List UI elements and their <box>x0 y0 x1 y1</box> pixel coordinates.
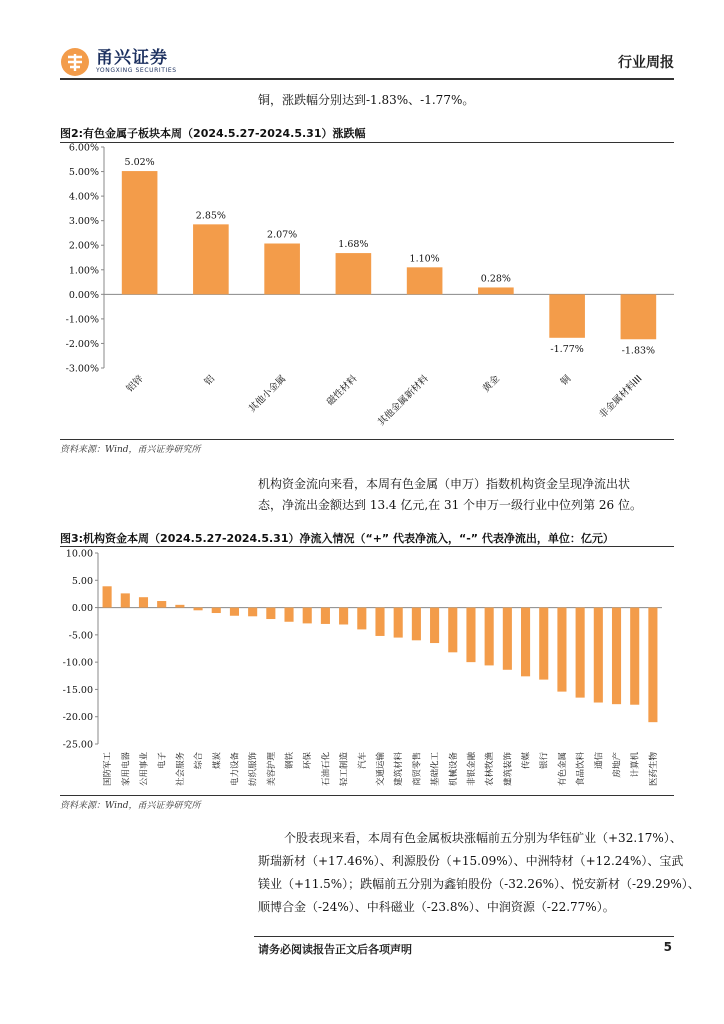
category-label: 其他金属新材料 <box>375 373 431 429</box>
bar <box>394 608 403 638</box>
y-tick-label: 4.00% <box>68 191 99 203</box>
y-tick-label: -15.00 <box>62 684 93 696</box>
bar <box>594 608 603 703</box>
category-label: 纺织服饰 <box>248 752 259 787</box>
category-label: 铜 <box>558 373 574 388</box>
category-label: 农林牧渔 <box>485 752 496 787</box>
bar <box>407 267 443 294</box>
category-label: 国防军工 <box>103 752 114 787</box>
bar <box>175 605 184 608</box>
bar <box>321 608 330 624</box>
category-label: 铝 <box>202 373 217 388</box>
logo-icon <box>60 47 90 77</box>
subsector-return-chart <box>60 143 674 438</box>
footer-disclaimer: 请务必阅读报告正文后各项声明 <box>258 943 412 956</box>
category-label: 汽车 <box>357 752 368 770</box>
bar <box>230 608 239 616</box>
fund-flow-paragraph-line-2: 态，净流出金额达到 13.4 亿元,在 31 个申万一级行业中位列第 26 位。 <box>258 498 642 512</box>
category-label: 通信 <box>594 752 605 770</box>
y-tick-label: 1.00% <box>68 265 99 277</box>
y-tick-label: 0.00 <box>71 603 93 615</box>
figure3-title: 图3:机构资金本周（2024.5.27-2024.5.31）净流入情况（“+” 代表净流入，“-” 代表净流出，单位：亿元） <box>60 532 614 545</box>
figure2-bottom-rule <box>60 439 674 440</box>
bar <box>557 608 566 692</box>
bar-value-label: 1.10% <box>409 253 440 265</box>
bar <box>412 608 421 641</box>
bar <box>266 608 275 619</box>
institutional-fund-flow-chart <box>60 547 674 794</box>
company-logo <box>60 46 177 78</box>
bar <box>539 608 548 680</box>
header-divider <box>60 78 674 80</box>
bar <box>248 608 257 617</box>
footer-divider <box>254 936 674 937</box>
figure2-source: 资料来源：Wind，甬兴证券研究所 <box>60 445 201 455</box>
bar <box>212 608 221 613</box>
category-label: 综合 <box>194 752 205 770</box>
bar <box>194 608 203 611</box>
category-label: 轻工制造 <box>339 752 350 787</box>
bar-value-label: 0.28% <box>480 273 511 285</box>
bar <box>339 608 348 625</box>
bar <box>549 294 585 337</box>
category-label: 电力设备 <box>230 752 241 787</box>
stocks-paragraph-line-3: 镁业（+11.5%）；跌幅前五分别为鑫铂股份（-32.26%）、悦安新材（-29.29%）、 <box>258 877 700 891</box>
y-tick-label: -1.00% <box>65 314 99 326</box>
y-tick-label: -20.00 <box>62 712 93 724</box>
bar <box>648 608 657 723</box>
bar-value-label: 2.07% <box>267 229 298 241</box>
stocks-paragraph-line-1: 个股表现来看，本周有色金属板块涨幅前五分别为华钰矿业（+32.17%）、 <box>284 831 682 845</box>
category-label: 非金属材料III <box>597 373 645 421</box>
bar <box>336 253 372 294</box>
logo-name: 甬兴证券 <box>96 48 168 68</box>
bar-value-label: 2.85% <box>195 210 226 222</box>
report-type: 行业周报 <box>618 55 674 71</box>
bar <box>503 608 512 670</box>
bar <box>303 608 312 624</box>
stocks-paragraph-line-4: 顺博合金（-24%）、中科磁业（-23.8%）、中润资源（-22.77%）。 <box>258 900 615 914</box>
figure2-title: 图2:有色金属子板块本周（2024.5.27-2024.5.31）涨跌幅 <box>60 127 366 140</box>
bar <box>576 608 585 698</box>
y-tick-label: 10.00 <box>65 548 93 560</box>
bar <box>357 608 366 630</box>
y-tick-label: 5.00% <box>68 167 99 179</box>
bar <box>430 608 439 643</box>
bar <box>103 586 112 607</box>
category-label: 传媒 <box>521 752 532 770</box>
y-tick-label: -3.00% <box>65 363 99 375</box>
y-tick-label: 2.00% <box>68 240 99 252</box>
category-label: 非银金融 <box>466 752 477 787</box>
category-label: 其他小金属 <box>246 373 289 415</box>
bar <box>466 608 475 663</box>
y-tick-label: 6.00% <box>68 143 99 154</box>
category-label: 医药生物 <box>648 752 659 787</box>
y-tick-label: 0.00% <box>68 289 99 301</box>
category-label: 铝锌 <box>124 373 146 395</box>
category-label: 银行 <box>539 752 550 770</box>
category-label: 公用事业 <box>139 752 150 787</box>
bar-value-label: 1.68% <box>338 239 369 251</box>
bar <box>612 608 621 705</box>
category-label: 黄金 <box>480 373 502 395</box>
bar <box>121 593 130 607</box>
category-label: 商贸零售 <box>412 752 423 787</box>
y-tick-label: -2.00% <box>65 338 99 350</box>
category-label: 电子 <box>157 752 168 770</box>
bar <box>485 608 494 666</box>
category-label: 有色金属 <box>557 752 568 787</box>
y-tick-label: 3.00% <box>68 216 99 228</box>
category-label: 环保 <box>303 752 314 770</box>
bar <box>375 608 384 636</box>
y-tick-label: -5.00 <box>68 630 93 642</box>
stocks-paragraph-line-2: 斯瑞新材（+17.46%）、利源股份（+15.09%）、中洲特材（+12.24%）、宝武 <box>258 854 684 868</box>
category-label: 社会服务 <box>175 752 186 787</box>
logo-english-name: YONGXING SECURITIES <box>96 67 177 74</box>
bar <box>284 608 293 622</box>
bar <box>448 608 457 653</box>
page-number: 5 <box>663 940 672 954</box>
category-label: 钢铁 <box>285 752 296 770</box>
category-label: 计算机 <box>630 752 641 778</box>
category-label: 建筑材料 <box>394 752 405 787</box>
y-tick-label: -25.00 <box>62 739 93 751</box>
bar-value-label: 5.02% <box>124 157 155 169</box>
category-label: 交通运输 <box>376 752 386 787</box>
bar <box>630 608 639 705</box>
bar <box>264 244 300 295</box>
bar <box>122 171 158 294</box>
category-label: 基础化工 <box>430 752 441 787</box>
figure3-bottom-rule <box>60 795 674 796</box>
bar-value-label: -1.77% <box>550 343 584 355</box>
category-label: 房地产 <box>612 752 623 778</box>
bar <box>478 287 514 294</box>
figure3-source: 资料来源：Wind，甬兴证券研究所 <box>60 801 201 811</box>
bar <box>621 294 657 339</box>
category-label: 机械设备 <box>448 752 459 787</box>
category-label: 煤炭 <box>212 752 223 770</box>
category-label: 家用电器 <box>121 752 132 787</box>
intro-line: 铜，涨跌幅分别达到-1.83%、-1.77%。 <box>258 93 475 107</box>
bar <box>139 597 148 607</box>
y-tick-label: 5.00 <box>71 575 93 587</box>
bar-value-label: -1.83% <box>621 345 656 357</box>
y-tick-label: -10.00 <box>62 657 93 669</box>
category-label: 美容护理 <box>266 752 277 787</box>
category-label: 磁性材料 <box>324 373 360 409</box>
bar <box>521 608 530 677</box>
page-header <box>60 46 674 78</box>
bar <box>193 224 229 294</box>
category-label: 建筑装饰 <box>503 752 514 787</box>
bar <box>157 601 166 608</box>
fund-flow-paragraph-line-1: 机构资金流向来看，本周有色金属（申万）指数机构资金呈现净流出状 <box>258 477 631 491</box>
category-label: 食品饮料 <box>576 752 587 787</box>
category-label: 石油石化 <box>321 752 332 787</box>
